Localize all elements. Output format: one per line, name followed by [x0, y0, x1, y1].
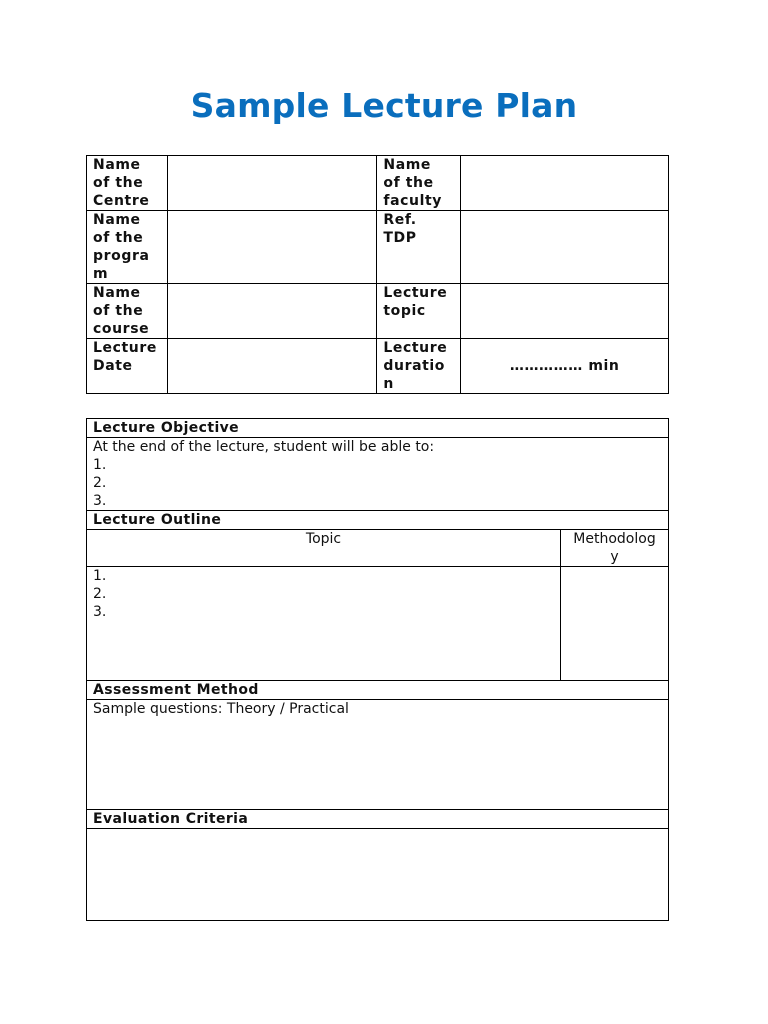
course-value-cell[interactable]	[167, 284, 376, 339]
topic-value-cell[interactable]	[461, 284, 669, 339]
program-label: Name of the progra m	[87, 211, 168, 284]
date-value-cell[interactable]	[167, 339, 376, 394]
objective-heading: Lecture Objective	[87, 419, 669, 438]
course-label: Name of the course	[87, 284, 168, 339]
duration-label: Lecture duratio n	[377, 339, 461, 394]
outline-topics-cell[interactable]	[87, 567, 561, 681]
centre-value-cell[interactable]	[167, 156, 376, 211]
program-value-cell[interactable]	[167, 211, 376, 284]
lecture-plan-table	[86, 418, 669, 921]
outline-heading: Lecture Outline	[87, 511, 669, 530]
objective-item: 1.	[93, 457, 107, 473]
objective-item: 2.	[93, 475, 107, 491]
outline-item: 1.	[93, 568, 107, 584]
objective-item: 3.	[93, 493, 107, 509]
faculty-value-cell[interactable]	[461, 156, 669, 211]
assessment-heading: Assessment Method	[87, 681, 669, 700]
evaluation-body[interactable]	[87, 829, 669, 921]
faculty-label: Name of the faculty	[377, 156, 461, 211]
outline-methodology-cell[interactable]	[561, 567, 669, 681]
page-title: Sample Lecture Plan	[190, 86, 578, 125]
evaluation-heading: Evaluation Criteria	[87, 810, 669, 829]
tdp-label: Ref. TDP	[377, 211, 461, 284]
topic-label: Lecture topic	[377, 284, 461, 339]
objective-body[interactable]	[87, 438, 669, 511]
topic-column-header: Topic	[87, 530, 561, 567]
objective-intro: At the end of the lecture, student will be able to:	[93, 439, 435, 455]
centre-label: Name of the Centre	[87, 156, 168, 211]
date-label: Lecture Date	[87, 339, 168, 394]
lecture-info-table	[86, 155, 669, 394]
outline-item: 2.	[93, 586, 107, 602]
tdp-value-cell[interactable]	[461, 211, 669, 284]
methodology-column-header: Methodolog y	[561, 530, 669, 567]
duration-value[interactable]: …………… min	[461, 339, 669, 394]
assessment-body[interactable]: Sample questions: Theory / Practical	[87, 700, 669, 810]
outline-item: 3.	[93, 604, 107, 620]
